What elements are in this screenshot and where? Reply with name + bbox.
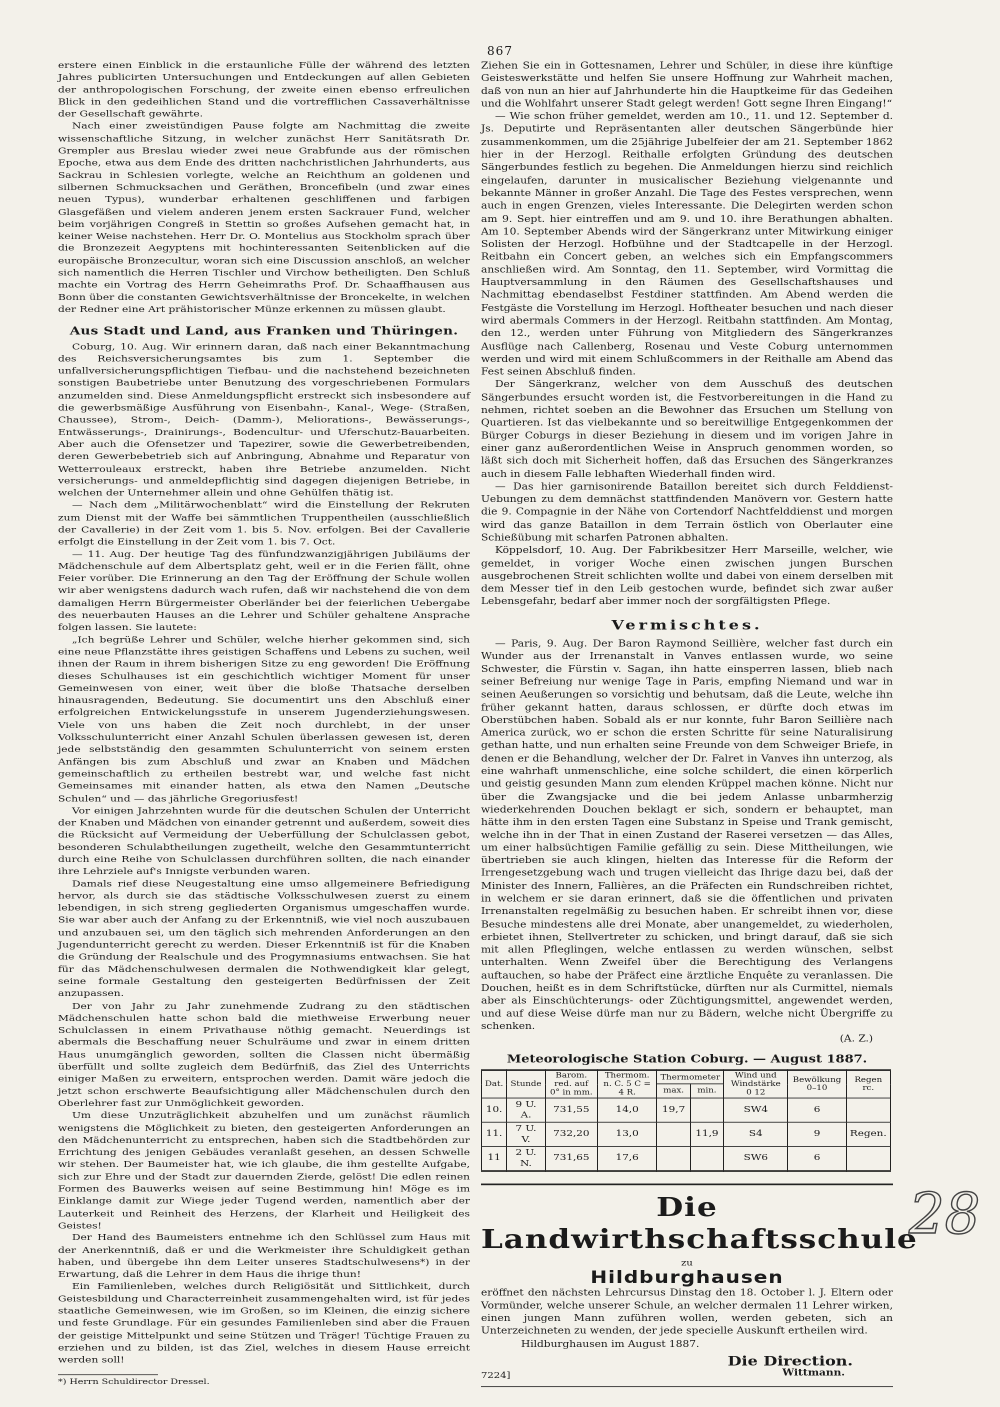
ad-footer bbox=[481, 1354, 893, 1384]
article-paragraph: Um diese Unzuträglichkeit abzuhelfen und um zunächst räumlich wenigstens die Möglichkeit zu bieten, den gesteigerten Anforderungen an den Mädchenunterricht zu entsprechen, haben sich die Stadtbehörden zur Errichtung des jenigen Gebäudes veranlaßt gesehen, an dessen Schwelle wir stehen. Der Baumeister hat, wie ich glaube, die ihm gestellte Aufgabe, sich zur Ehre und der Stadt zur dauernden Zierde, gelöst! Die edlen reinen Formen des Bauwerks weisen auf seine Bestimmung hin! Möge es im Einklange damit zur Wiege jeder Tugend werden, namentlich aber der Lauterkeit und Reinheit des Herzens, der Klarheit und Heiligkeit des Geistes! bbox=[58, 1111, 470, 1231]
margin-note-text: 28 bbox=[909, 1182, 981, 1245]
ad-zu: zu bbox=[681, 1258, 693, 1268]
table-cell: 10. bbox=[482, 1098, 507, 1122]
ad-reference: 7224] bbox=[481, 1371, 511, 1381]
meteo-header: Regen rc. bbox=[846, 1070, 890, 1098]
ad-dateline: Hildburghausen im August 1887. bbox=[521, 1339, 700, 1350]
meteo-header: Dat. bbox=[482, 1070, 507, 1098]
table-row bbox=[482, 1122, 891, 1146]
table-cell: SW4 bbox=[724, 1098, 788, 1122]
article-paragraph: Coburg, 10. Aug. Wir erinnern daran, daß nach einer Bekanntmachung des Reichsversicherungsamtes bis zum 1. September die unfallversicherungspflichtigen Tiefbau- und die nachstehend bezeichneten sonstigen Baubetriebe unter Benutzung des vorgeschriebenen Formulars anzumelden sind. Diese Anmeldungspflicht erstreckt sich insbesondere auf die gewerbsmäßige Ausführung von Eisenbahn-, Kanal-, Wege- (Straßen, Chaussee), Strom-, Deich- (Damm-), Meliorations-, Bewässerungs-, Entwässerungs-, Drainirungs-, Bodencultur- und Uferschutz-Bauarbeiten. Aber auch die Ofensetzer und Tapezirer, sowie die Gewerbetreibenden, deren Gewerbebetrieb sich auf Anbringung, Abnahme und Reparatur von Wetterrouleaux erstreckt, haben ihre Betriebe anzumelden. Nicht versicherungs- und anmeldepflichtig sind dagegen diejenigen Betriebe, in welchen der Unternehmer allein und ohne Gehülfen thätig ist. bbox=[58, 342, 470, 499]
table-cell: 9 U. A. bbox=[507, 1098, 546, 1122]
table-cell bbox=[657, 1146, 690, 1171]
intro-paragraph-1: erstere einen Einblick in die erstaunliche Fülle der während des letzten Jahres publicirten Untersuchungen und Entdeckungen auf allen Gebieten der anthropologischen Forschung, der zweite einen ebenso erfreulichen Blick in den gedeihlichen Stand und die vortrefflichen Cassaverhältnisse der Gesellschaft gewährte. bbox=[58, 60, 470, 120]
table-cell: 731,55 bbox=[545, 1098, 597, 1122]
article-paragraph: Ein Familienleben, welches durch Religiösität und Sittlichkeit, durch Geistesbildung und Characterreinheit zusammengehalten wird, ist für jedes staatliche Gemeinwesen, wie im Großen, so im Kleinen, die einzig sichere und feste Grundlage. Für ein gesundes Familienleben sind aber die Frauen der geistige Mittelpunkt und seine Stützen und Träger! Tüchtige Frauen zu erziehen und zu bilden, ist das Ziel, welches in diesem Hause erreicht werden soll! bbox=[58, 1282, 470, 1365]
meteo-header-group: Thermometer bbox=[657, 1070, 724, 1084]
article-paragraph: — Das hier garnisonirende Bataillon bereitet sich durch Felddienst-Uebungen zu dem demnächst stattfindenden Manövern vor. Gestern hatte die 9. Compagnie in der Nähe von Cortendorf Nachtfelddienst und morgen wird das ganze Bataillon in dem Terrain östlich von Oberlauter eine Schießübung mit scharfen Patronen abhalten. bbox=[481, 481, 893, 543]
section-heading: Aus Stadt und Land, aus Franken und Thüringen. bbox=[69, 325, 459, 338]
table-cell: Regen. bbox=[846, 1122, 890, 1146]
table-cell: 2 U. N. bbox=[507, 1146, 546, 1171]
table-cell: 732,20 bbox=[545, 1122, 597, 1146]
meteo-header: min. bbox=[690, 1084, 723, 1098]
article-paragraph: — Wie schon früher gemeldet, werden am 10., 11. und 12. September d. Js. Deputirte und Repräsentanten aller deutschen Sängerbünde hier zusammenkommen, um die 25jährige Jubelfeier der am 21. September 1862 hier in der Herzogl. Reithalle erfolgten Gründung des deutschen Sängerbundes festlich zu begehen. Die Anmeldungen hierzu sind reichlich eingelaufen, darunter in musicalischer Beziehung vielgenannte und bekannte Männer in großer Anzahl. Die Tage des Festes versprechen, wenn auch in engen Grenzen, vieles Interessante. Die Delegirten werden schon am 9. Sept. hier eintreffen und am 9. und 10. ihre Berathungen abhalten. Am 10. September Abends wird der Sängerkranz unter Mitwirkung einiger Solisten der Herzogl. Hofbühne und der Stadtcapelle in der Herzogl. Reitbahn ein Concert geben, an welches sich ein Empfangscommers anschließen wird. Am Sonntag, den 11. September, wird Vormittag die Hauptversammlung in den Räumen des Gesellschaftshauses und Nachmittag ebendaselbst Festdiner stattfinden. Am Abend werden die Festgäste die Vorstellung im Herzogl. Hoftheater besuchen und nach dieser wird abermals Commers in der Herzogl. Reitbahn stattfinden. Am Montag, den 12., werden unter Führung von Mitgliedern des Sängerkranzes Ausflüge nach Callenberg, Rosenau und Veste Coburg unternommen werden und wird mit einem Schlußcommers in der Reithalle am Abend das Fest seinen Abschluß finden. bbox=[481, 111, 893, 378]
right-column bbox=[481, 60, 918, 1387]
footnote: *) Herrn Schuldirector Dressel. bbox=[58, 1377, 210, 1387]
ad-body: eröffnet den nächsten Lehrcursus Dinstag den 18. October l. J. Eltern oder Vormünder, welche unserer Schule, an welcher dermalen 11 Lehrer wirken, einen jungen Mann zuführen wollen, werden gebeten, sich an Unterzeichneten zu wenden, der jede specielle Auskunft ertheilen wird. bbox=[481, 1288, 893, 1337]
ad-bottom-rule bbox=[481, 1386, 893, 1387]
table-cell: S4 bbox=[724, 1122, 788, 1146]
table-row bbox=[482, 1146, 891, 1171]
article-paragraph: Der von Jahr zu Jahr zunehmende Zudrang zu den städtischen Mädchenschulen hatte schon bald die miethweise Erwerbung neuer Schulclassen in einem Privathause nöthig gemacht. Neuerdings ist abermals die Beschaffung neuer Schulräume und zwar in einem dritten Haus unumgänglich geworden, sollten die Classen nicht übermäßig überfüllt und sollte zugleich dem Bedürfniß, das Ziel des Unterrichts einiger Maßen zu erweitern, entsprochen werden. Damit wäre jedoch die jetzt schon erschwerte Beaufsichtigung aller Mädchenschulen durch den Oberlehrer fast zur Unmöglichkeit geworden. bbox=[58, 1001, 470, 1109]
table-cell: 11. bbox=[482, 1122, 507, 1146]
article-paragraph: Köppelsdorf, 10. Aug. Der Fabrikbesitzer Herr Marseille, welcher, wie gemeldet, in voriger Woche einen zwischen jungen Burschen ausgebrochenen Streit schlichten wollte und dabei von einem derselben mit dem Messer tief in den Leib gestochen wurde, befindet sich zwar außer Lebensgefahr, bedarf aber immer noch der sorgfältigsten Pflege. bbox=[481, 545, 893, 607]
table-cell bbox=[690, 1146, 723, 1171]
table-cell bbox=[846, 1098, 890, 1122]
article-paragraph: Damals rief diese Neugestaltung eine umso allgemeinere Befriedigung hervor, als durch sie das städtische Volksschulwesen zuerst zu einem lebendigen, in sich streng gegliederten Organismus umgeschaffen wurde. Sie war aber auch der Anfang zu der Erkenntniß, wie viel noch auszubauen und anzubauen sei, um den täglich sich mehrenden Anforderungen an den Jugendunterricht gerecht zu werden. Dieser Erkenntniß ist für die Knaben die Gründung der Realschule und des Progymnasiums entwachsen. Sie hat für das Mädchenschulwesen dermalen die Nothwendigkeit klar gelegt, seine formale Gestaltung den gesteigerten Bedürfnissen der Zeit anzupassen. bbox=[58, 879, 470, 999]
intro-paragraph-2: Nach einer zweistündigen Pause folgte am Nachmittag die zweite wissenschaftliche Sitzung, in welcher zunächst Herr Sanitätsrath Dr. Grempler aus Breslau wieder zwei neue Grabfunde aus der römischen Epoche, etwa aus dem Ende des dritten nachchristlichen Jahrhunderts, aus Sackrau in Schlesien vorlegte, welche an Reichthum an goldenen und silbernen Schmucksachen und Geräthen, Broncefibeln (und zwar eines neuen Typus), wunderbar erhaltenen geschliffenen und farbigen Glasgefäßen und vielem anderen jenem ersten Sackrauer Fund, welcher beim vorjährigen Congreß in Stettin so großes Aufsehen gemacht hat, in keiner Weise nachstehen. Herr Dr. O. Montelius aus Stockholm sprach über die Bronzezeit Aegyptens mit hochinteressanten Seitenblicken auf die europäische Bronzecultur, woran sich eine Discussion anschloß, an welcher sich namentlich die Herren Tischler und Virchow betheiligten. Den Schluß machte ein Vortrag des Herrn Geheimraths Prof. Dr. Schaaffhausen aus Bonn über die constanten Gewichtsverhältnisse der Broncekelte, in welchen der Redner eine Art prähistorischer Münze erkennen zu müssen glaubt. bbox=[58, 121, 470, 315]
table-cell bbox=[846, 1146, 890, 1171]
meteo-title: Meteorologische Station Coburg. — August 1887. bbox=[506, 1053, 868, 1066]
article-paragraph: — Nach dem „Militärwochenblatt“ wird die Einstellung der Rekruten zum Dienst mit der Waffe bei sämmtlichen Truppentheilen (ausschließlich der Cavallerie) in der Zeit vom 1. bis 5. Nov. erfolgen. Bei der Cavallerie erfolgt die Einstellung in der Zeit vom 1. bis 7. Oct. bbox=[58, 500, 470, 548]
meteo-header: Bewölkung 0–10 bbox=[788, 1070, 846, 1098]
table-cell bbox=[690, 1098, 723, 1122]
meteo-header: Wind und Windstärke 0 12 bbox=[724, 1070, 788, 1098]
table-row bbox=[482, 1098, 891, 1122]
article-paragraph: — 11. Aug. Der heutige Tag des fünfundzwanzigjährigen Jubiläums der Mädchenschule auf dem Albertsplatz geht, weil er in die Ferien fällt, ohne Feier vorüber. Die Erinnerung an den Tag der Eröffnung der Schule wollen wir aber wenigstens dadurch wach rufen, daß wir nachstehend die von dem damaligen Herrn Bürgermeister Oberländer bei der feierlichen Uebergabe des neuerbauten Hauses an die Lehrer und Schüler gehaltene Ansprache folgen lassen. Sie lautete: bbox=[58, 549, 470, 633]
table-cell: 6 bbox=[788, 1146, 846, 1171]
ad-signatory: Wittmann. bbox=[782, 1368, 845, 1379]
meteo-table bbox=[481, 1069, 891, 1172]
source-reference: (A. Z.) bbox=[839, 1034, 873, 1045]
ad-place: Hildburghausen bbox=[590, 1267, 784, 1288]
meteo-header: Thermom. n. C. 5 C = 4 R. bbox=[597, 1070, 657, 1098]
table-cell: 13,0 bbox=[597, 1122, 657, 1146]
article-paragraph: Ziehen Sie ein in Gottesnamen, Lehrer und Schüler, in diese ihre künftige Geisteswerkstätte und helfen Sie unsere Hoffnung zur Wahrheit machen, daß von nun an hier auf Jahrhunderte hin die Hauptkeime für das Gedeihen und die Wohlfahrt unserer Stadt gelegt werden! Gott segne Ihren Eingang!“ bbox=[481, 60, 893, 110]
table-cell: 6 bbox=[788, 1098, 846, 1122]
footnote-rule bbox=[58, 1375, 158, 1376]
table-cell: 17,6 bbox=[597, 1146, 657, 1171]
table-cell: 7 U. V. bbox=[507, 1122, 546, 1146]
table-cell bbox=[657, 1122, 690, 1146]
article-paragraph: Vor einigen Jahrzehnten wurde für die deutschen Schulen der Unterricht der Knaben und Mädchen von einander getrennt und außerdem, soweit dies die Rücksicht auf Vermeidung der Ueberfüllung der Schulclassen gebot, besonderen Schulabtheilungen zugetheilt, welche den Gesammtunterricht durch eine Reihe von Schulclassen durchführen sollten, die nach einander ihre Lehrziele auf's Innigste verbunden waren. bbox=[58, 805, 470, 877]
ad-signature: Die Direction. bbox=[727, 1352, 853, 1369]
advertisement bbox=[481, 1183, 918, 1387]
left-column bbox=[58, 60, 470, 1387]
table-cell: 14,0 bbox=[597, 1098, 657, 1122]
table-cell: 11 bbox=[482, 1146, 507, 1171]
table-cell: 9 bbox=[788, 1122, 846, 1146]
article-paragraph: Der Hand des Baumeisters entnehme ich den Schlüssel zum Haus mit der Anerkenntniß, daß er und die Werkmeister ihre Schuldigkeit gethan haben, und übergebe ihn dem Leiter unseres Stadtschulwesens*) in der Erwartung, daß die Lehrer in dem Haus die ihrige thun! bbox=[58, 1233, 470, 1280]
table-cell: 731,65 bbox=[545, 1146, 597, 1171]
table-cell: SW6 bbox=[724, 1146, 788, 1171]
handwritten-margin-note bbox=[905, 1175, 990, 1245]
article-paragraph: „Ich begrüße Lehrer und Schüler, welche hierher gekommen sind, sich eine neue Pflanzstätte ihres geistigen Schaffens und Lebens zu suchen, weil ihnen der Raum in ihrem bisherigen Sitze zu eng geworden! Die Eröffnung dieses Schulhauses ist ein geschichtlich wichtiger Moment für unser Gemeinwesen von einer, weit über die bloße Thatsache derselben hinausragenden, Bedeutung. Sie documentirt uns den Abschluß einer erfolgreichen Entwickelungsstufe in unserem Jugenderziehungswesen. Viele von uns haben die Zeit noch durchlebt, in der unser Volksschulunterricht einer Anzahl Schulen überlassen gewesen ist, deren jede selbstständig den gesammten Schulunterricht von seinem ersten Anfängen bis zum Abschluß und zwar an Knaben und Mädchen gemeinschaftlich zu ertheilen bestrebt war, und welche fast nicht Gemeinsames mit einander hatten, als etwa den Namen „Deutsche Schulen“ und — das jährliche Gregoriusfest! bbox=[58, 635, 470, 804]
vermischtes-heading: Vermischtes. bbox=[611, 616, 763, 633]
page-number: 867 bbox=[487, 44, 513, 58]
vermischtes-paragraph: — Paris, 9. Aug. Der Baron Raymond Seillière, welcher fast durch ein Wunder aus der Irrenanstalt in Vanves entlassen wurde, wo seine Schwester, die Fürstin v. Sagan, ihn hatte einsperren lassen, blieb nach seiner Befreiung nur wenige Tage in Paris, empfing Niemand und war in seinen Aeußerungen so vorsichtig und behutsam, daß die Leute, welche ihn früher gekannt hatten, daraus schlossen, er dürfte doch etwas im Oberstübchen haben. Sobald als er nur konnte, fuhr Baron Seillière nach America zurück, wo er schon die ersten Schritte für seine Naturalisirung gethan hatte, und nun erhalten seine Freunde von dem Schweiger Briefe, in denen er die Behandlung, welcher der Dr. Falret in Vanves ihn unterzog, als eine wahrhaft unmenschliche, eine solche schildert, die einen körperlich und geistig gesunden Mann zum elenden Krüppel machen könne. Nicht nur über die Zwangsjacke und die bei jedem Anlasse unbarmherzig wiederkehrenden Douchen beklagt er sich, sondern er behauptet, man hätte ihm in den ersten Tagen eine Substanz in Speise und Trank gemischt, welche ihn in der That in einen Zustand der Raserei versetzen — das Alles, um einer halbsüchtigen Familie gefällig zu sein. Diese Mittheilungen, wie übertrieben sie auch klingen, hielten das Interesse für die Reform der Irrengesetzgebung wach und trugen vielleicht das Ihrige dazu bei, daß der Minister des Innern, Fallières, an die Präfecten ein Rundschreiben richtet, in welchem er sie daran erinnert, daß sie die öffentlichen und privaten Irrenanstalten regelmäßig zu besuchen haben. Er schreibt ihnen vor, diese Besuche mindestens alle drei Monate, aber unangemeldet, zu wiederholen, erbietet ihnen, Stellvertreter zu schicken, und bringt darauf, daß sie sich mit allen Pfleglingen, welche entlassen zu werden wünschen, selbst unterhalten. Wenn Zweifel über die Berechtigung des Verlangens auftauchen, so habe der Präfect eine ärztliche Enquête zu veranlassen. Die Douchen, heißt es in dem Schriftstücke, dürften nur als Curmittel, niemals aber als Einschüchterungs- oder Züchtigungsmittel, angewendet werden, und auf diese Weise dürfe man nur zu Bädern, welche nicht Übergriffe zu schenken. bbox=[481, 638, 893, 1032]
meteo-header: Stunde bbox=[507, 1070, 546, 1098]
table-cell: 11,9 bbox=[690, 1122, 723, 1146]
table-cell: 19,7 bbox=[657, 1098, 690, 1122]
meteo-header: Barom. red. auf 0° in mm. bbox=[545, 1070, 597, 1098]
meteo-header: max. bbox=[657, 1084, 690, 1098]
ad-title: Die Landwirthschaftsschule bbox=[481, 1192, 918, 1255]
article-paragraph: Der Sängerkranz, welcher von dem Ausschuß des deutschen Sängerbundes ersucht worden ist, die Festvorbereitungen in die Hand zu nehmen, richtet soeben an die Bewohner das Ersuchen um Stellung von Quartieren. Ist das vielbekannte und so bereitwillige Entgegenkommen der Bürger Coburgs in dieser Beziehung in diesem und im vorigen Jahre in einer ganz außerordentlichen Weise in Anspruch genommen worden, so läßt sich doch mit Sicherheit hoffen, daß das Ersuchen des Sängerkranzes auch in diesem Falle lebhaften Wiederhall finden wird. bbox=[481, 379, 893, 480]
